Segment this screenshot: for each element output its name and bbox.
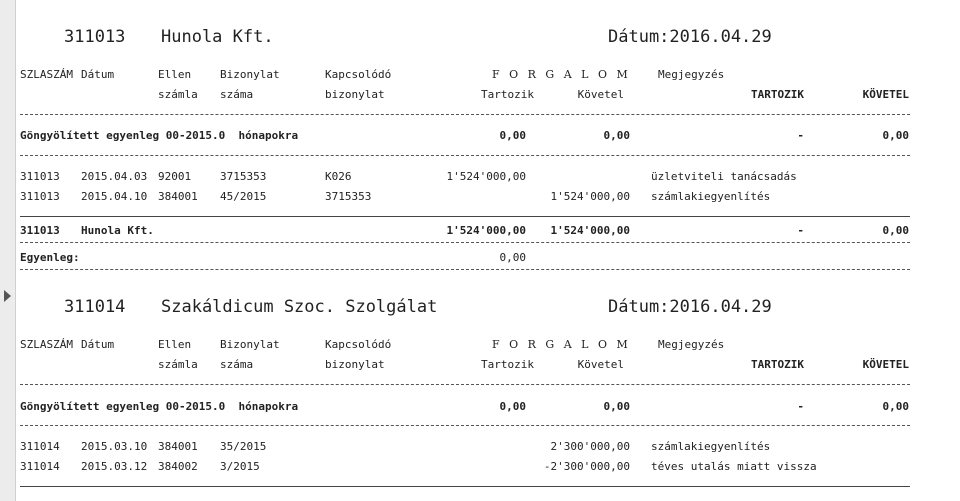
divider bbox=[20, 425, 910, 426]
total-code: 311013 bbox=[20, 224, 60, 237]
col-kovetel-balance: KÖVETEL bbox=[862, 88, 909, 101]
col-datum: Dátum bbox=[81, 68, 115, 81]
col-ellen: Ellen bbox=[158, 338, 192, 351]
col-forgalom: F O R G A L O M bbox=[492, 68, 631, 81]
row-tartozik: 1'524'000,00 bbox=[446, 170, 526, 183]
total-kovetel: 1'524'000,00 bbox=[550, 224, 630, 237]
row-szla: 311013 bbox=[20, 190, 60, 203]
divider bbox=[20, 155, 910, 156]
col-tartozik: Tartozik bbox=[481, 88, 534, 101]
col-kovetel: Követel bbox=[577, 88, 624, 101]
opening-balance-t: - bbox=[797, 400, 804, 413]
divider bbox=[20, 114, 910, 115]
col-tartozik: Tartozik bbox=[481, 358, 534, 371]
col-szlaszam: SZLASZÁM bbox=[20, 68, 73, 81]
opening-tartozik: 0,00 bbox=[499, 400, 526, 413]
account-code: 311014 bbox=[64, 297, 126, 317]
row-kapcsolodo: 3715353 bbox=[325, 190, 372, 203]
col-ellen-2: számla bbox=[158, 358, 198, 371]
col-megjegyzes: Megjegyzés bbox=[658, 338, 725, 351]
row-kovetel: 1'524'000,00 bbox=[550, 190, 630, 203]
row-bizonylat: 3/2015 bbox=[220, 460, 260, 473]
opening-balance-k: 0,00 bbox=[882, 400, 909, 413]
report-date: Dátum:2016.04.29 bbox=[608, 27, 772, 47]
col-kapcsolodo: Kapcsolódó bbox=[325, 68, 392, 81]
row-megjegyzes: téves utalás miatt vissza bbox=[651, 460, 817, 473]
row-datum: 2015.04.03 bbox=[81, 170, 148, 183]
total-balance-t: - bbox=[797, 224, 804, 237]
expand-arrow-icon[interactable] bbox=[4, 290, 11, 302]
opening-balance-t: - bbox=[797, 129, 804, 142]
row-megjegyzes: üzletviteli tanácsadás bbox=[651, 170, 797, 183]
col-bizonylat-2: száma bbox=[220, 358, 254, 371]
col-kapcsolodo-2: bizonylat bbox=[325, 88, 385, 101]
opening-kovetel: 0,00 bbox=[603, 400, 630, 413]
col-szlaszam: SZLASZÁM bbox=[20, 338, 73, 351]
opening-balance-k: 0,00 bbox=[882, 129, 909, 142]
row-ellen: 384001 bbox=[158, 190, 198, 203]
row-ellen: 384002 bbox=[158, 460, 198, 473]
col-datum: Dátum bbox=[81, 338, 115, 351]
col-forgalom: F O R G A L O M bbox=[492, 338, 631, 351]
divider bbox=[20, 486, 910, 487]
row-megjegyzes: számlakiegyenlítés bbox=[651, 440, 771, 453]
row-datum: 2015.03.12 bbox=[81, 460, 148, 473]
row-ellen: 384001 bbox=[158, 440, 198, 453]
col-bizonylat-2: száma bbox=[220, 88, 254, 101]
divider bbox=[20, 216, 910, 217]
egyenleg-value: 0,00 bbox=[499, 251, 526, 264]
row-kovetel: 2'300'000,00 bbox=[550, 440, 630, 453]
total-tartozik: 1'524'000,00 bbox=[446, 224, 526, 237]
row-bizonylat: 35/2015 bbox=[220, 440, 267, 453]
opening-label: Göngyölített egyenleg 00-2015.0 hónapokra bbox=[20, 129, 299, 142]
account-name: Hunola Kft. bbox=[161, 27, 274, 47]
total-balance-k: 0,00 bbox=[882, 224, 909, 237]
col-kapcsolodo-2: bizonylat bbox=[325, 358, 385, 371]
account-name: Szakáldicum Szoc. Szolgálat bbox=[161, 297, 438, 317]
divider bbox=[20, 242, 910, 243]
col-megjegyzes: Megjegyzés bbox=[658, 68, 725, 81]
col-bizonylat: Bizonylat bbox=[220, 68, 280, 81]
report-date: Dátum:2016.04.29 bbox=[608, 297, 772, 317]
col-kovetel-balance: KÖVETEL bbox=[862, 358, 909, 371]
row-datum: 2015.03.10 bbox=[81, 440, 148, 453]
col-bizonylat: Bizonylat bbox=[220, 338, 280, 351]
col-tartozik-balance: TARTOZIK bbox=[751, 358, 804, 371]
divider bbox=[20, 269, 910, 270]
row-datum: 2015.04.10 bbox=[81, 190, 148, 203]
row-szla: 311014 bbox=[20, 440, 60, 453]
row-kovetel: -2'300'000,00 bbox=[543, 460, 630, 473]
divider bbox=[20, 384, 910, 385]
row-szla: 311013 bbox=[20, 170, 60, 183]
col-ellen: Ellen bbox=[158, 68, 192, 81]
total-name: Hunola Kft. bbox=[81, 224, 154, 237]
opening-kovetel: 0,00 bbox=[603, 129, 630, 142]
row-ellen: 92001 bbox=[158, 170, 192, 183]
row-kapcsolodo: K026 bbox=[325, 170, 352, 183]
opening-tartozik: 0,00 bbox=[499, 129, 526, 142]
row-megjegyzes: számlakiegyenlítés bbox=[651, 190, 771, 203]
col-kovetel: Követel bbox=[577, 358, 624, 371]
row-bizonylat: 45/2015 bbox=[220, 190, 267, 203]
report-page bbox=[16, 0, 960, 501]
col-tartozik-balance: TARTOZIK bbox=[751, 88, 804, 101]
account-code: 311013 bbox=[64, 27, 126, 47]
opening-label: Göngyölített egyenleg 00-2015.0 hónapokra bbox=[20, 400, 299, 413]
egyenleg-label: Egyenleg: bbox=[20, 251, 80, 264]
col-kapcsolodo: Kapcsolódó bbox=[325, 338, 392, 351]
row-szla: 311014 bbox=[20, 460, 60, 473]
row-bizonylat: 3715353 bbox=[220, 170, 267, 183]
col-ellen-2: számla bbox=[158, 88, 198, 101]
left-gutter bbox=[0, 0, 16, 501]
